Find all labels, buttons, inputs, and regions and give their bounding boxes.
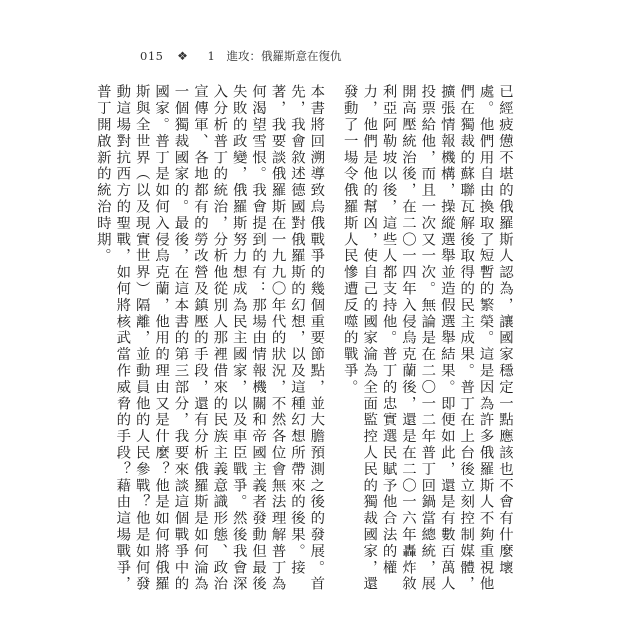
page-number: 015 [140, 49, 164, 63]
paragraph-2: 本書將回溯導致烏俄戰爭的幾個重要節點，並大膽預測之後的發展。首先，我會敘述德國對俄羅斯的幻想，以及這種幻想所帶來的後果。接著，我要談俄羅斯在一九九〇年代的狀況，不然各位會無法理解普丁為何渴望雪恨。我會提到的有：那場由情報機關和帝國主義者發動但最後失敗的政變，俄羅斯努力想成為民主國家，以及車臣戰爭。然後我會深入分析普丁的統治，分析他從別人那裡借來的民族主義意識形態、政治宣傳軍、各地都有的勞改營及鎮壓的手段，還有分析俄羅斯是如何淪為一個獨裁國家的。最後，在這本書的第三部分，我要來談這個戰爭中的國家。普丁是如何入侵烏克蘭，他用的理由又是什麼？他是如何將俄羅斯與全世界（以及現實世界）隔離，並動員他的人民參戰？他是如何發動這場對抗西方的聖戰，如何將核武當作威脅的手段？藉由這場戰爭，普丁開啟新的統治時期。 [94, 84, 325, 593]
chapter-number: 1 [207, 49, 215, 63]
paragraph-1: 已經疲憊不堪的俄羅斯人認為，讓國家穩定一點應該也不會有什麼壞處。他們用自由換取了短暫的繁榮。這是因為許多俄羅斯人不夠重視他們在獨裁的蘇聯瓦解後取得的民主成果。普丁在上台後立刻控制媒體，擴張情報機構，操縱選舉並造假選舉結果。即便如此，還是有數百萬人投票給他，而且一次又一次。無論是在二〇一二年普丁回鍋當總統，展開高壓統治後，在二〇一四年入侵烏克蘭後，還是在二〇一六年轟炸敘利亞阿勒坡以後，這些人都支持他。普丁的忠實選民賦予他合法的權力，他們是他的幫凶，使自己的國家淪為全面監控人民的獨裁國家，還發動了一場令俄羅斯人民慘遭反噬的戰爭。 [341, 84, 513, 593]
body-text [94, 84, 514, 594]
ornament-icon: ❖ [177, 49, 188, 63]
running-header [140, 48, 342, 64]
chapter-title: 進攻：俄羅斯意在復仇 [226, 49, 342, 63]
